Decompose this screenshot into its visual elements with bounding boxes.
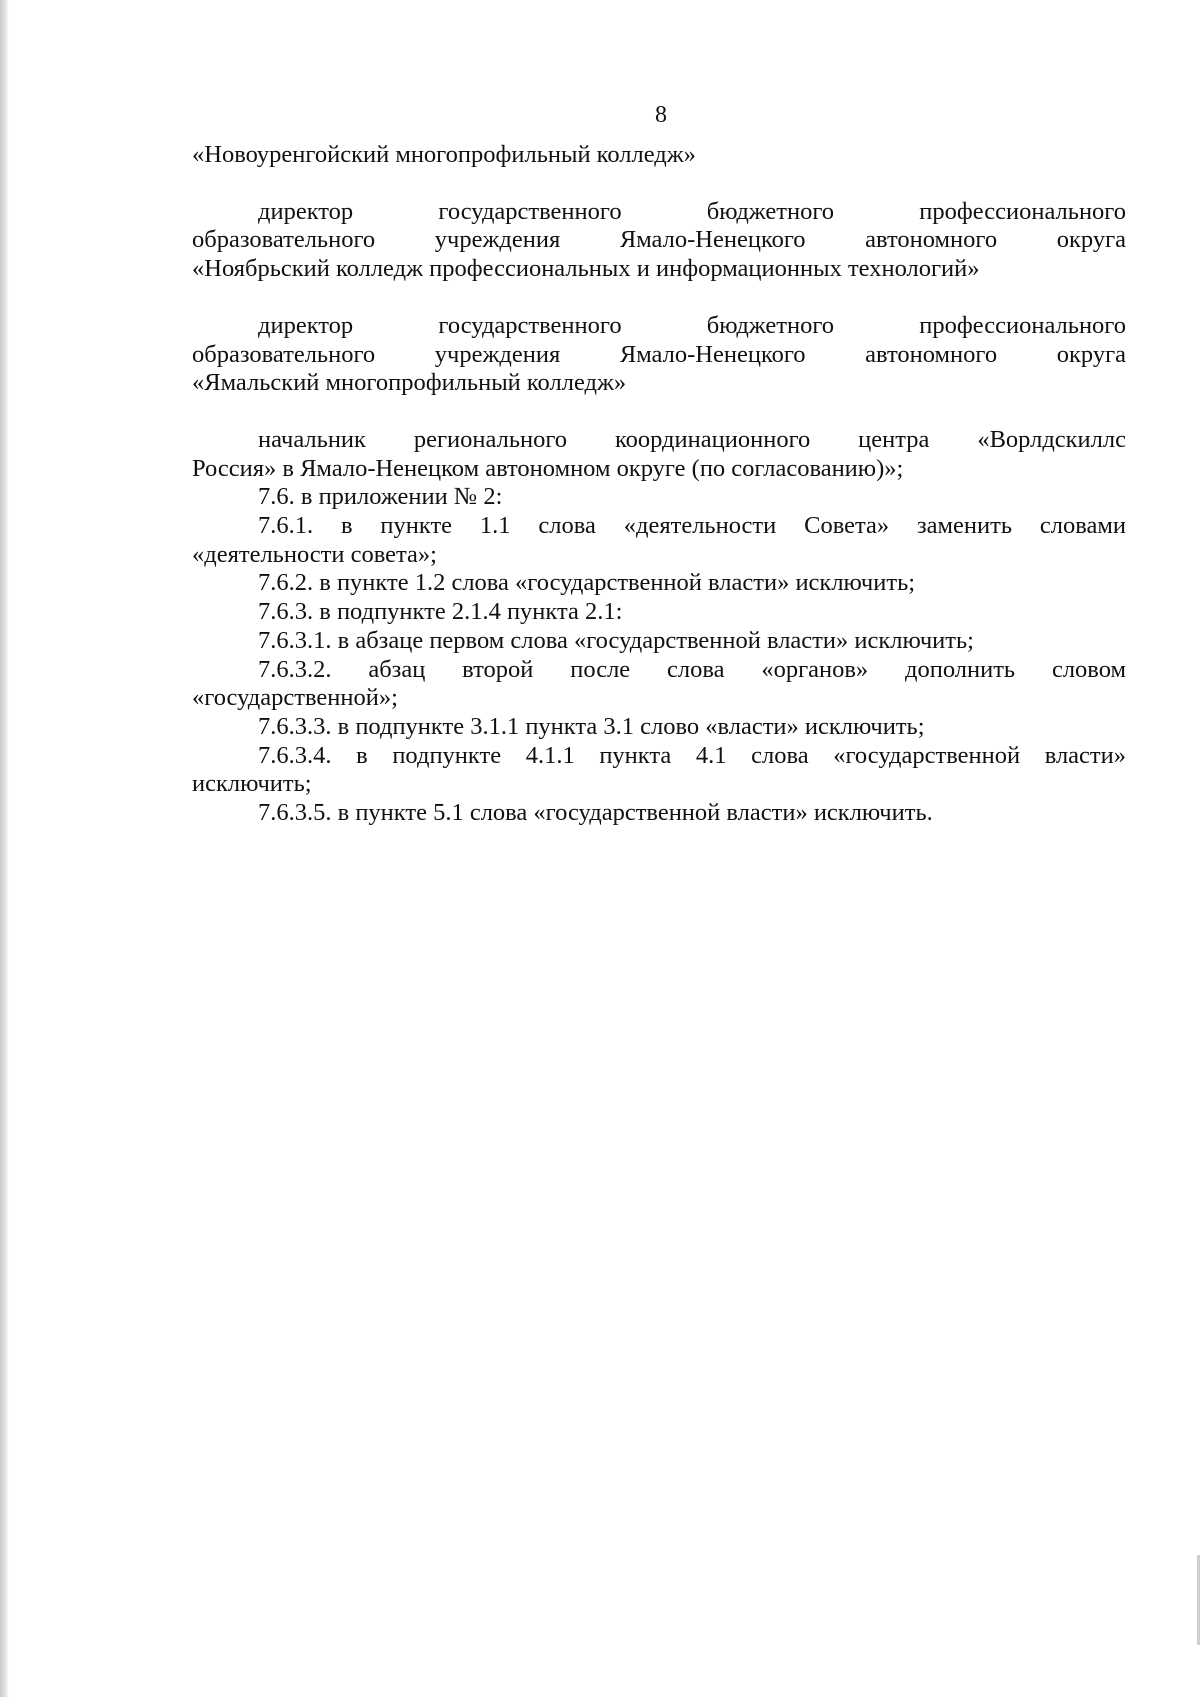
item-7-6-2: 7.6.2. в пункте 1.2 слова «государственной власти» исключить; xyxy=(258,569,916,597)
paragraph-gap xyxy=(192,398,1126,426)
text-line: директор государственного бюджетного профессионального xyxy=(258,197,1126,225)
text-line: начальник регионального координационного центра «Ворлдскиллс xyxy=(258,425,1126,453)
page-number: 8 xyxy=(655,102,667,128)
text-line: директор государственного бюджетного профессионального xyxy=(258,311,1126,339)
block-yamal xyxy=(192,312,1126,398)
amendment-list xyxy=(192,483,1126,827)
item-7-6-3-4-cont: исключить; xyxy=(192,770,312,798)
paragraph-gap xyxy=(192,284,1126,312)
item-7-6-3-4: 7.6.3.4. в подпункте 4.1.1 пункта 4.1 слова «государственной власти» xyxy=(258,741,1126,769)
item-7-6-3-2: 7.6.3.2. абзац второй после слова «органов» дополнить словом xyxy=(258,655,1126,683)
text-line: Россия» в Ямало-Ненецком автономном округе (по согласованию)»; xyxy=(192,454,904,482)
scan-left-edge xyxy=(0,0,9,1697)
item-7-6-3-1: 7.6.3.1. в абзаце первом слова «государственной власти» исключить; xyxy=(258,626,974,654)
document-body xyxy=(192,141,1126,828)
item-7-6: 7.6. в приложении № 2: xyxy=(258,483,503,511)
item-7-6-3-5: 7.6.3.5. в пункте 5.1 слова «государственной власти» исключить. xyxy=(258,799,933,827)
paragraph-gap xyxy=(192,170,1126,198)
text-line: образовательного учреждения Ямало-Ненецкого автономного округа xyxy=(192,340,1126,368)
block-worldskills xyxy=(192,426,1126,483)
text-line: «Ямальский многопрофильный колледж» xyxy=(192,369,627,397)
text-line: «Ноябрьский колледж профессиональных и информационных технологий» xyxy=(192,255,980,283)
item-7-6-3-2-cont: «государственной»; xyxy=(192,684,398,712)
text-line: «Новоуренгойский многопрофильный колледж» xyxy=(192,141,696,168)
block-noyabrsk xyxy=(192,198,1126,284)
item-7-6-1: 7.6.1. в пункте 1.1 слова «деятельности Совета» заменить словами xyxy=(258,512,1126,540)
block-novy-urengoy xyxy=(192,141,1126,170)
item-7-6-1-cont: «деятельности совета»; xyxy=(192,540,437,568)
item-7-6-3: 7.6.3. в подпункте 2.1.4 пункта 2.1: xyxy=(258,598,623,626)
text-line: образовательного учреждения Ямало-Ненецкого автономного округа xyxy=(192,226,1126,254)
item-7-6-3-3: 7.6.3.3. в подпункте 3.1.1 пункта 3.1 слово «власти» исключить; xyxy=(258,712,925,740)
